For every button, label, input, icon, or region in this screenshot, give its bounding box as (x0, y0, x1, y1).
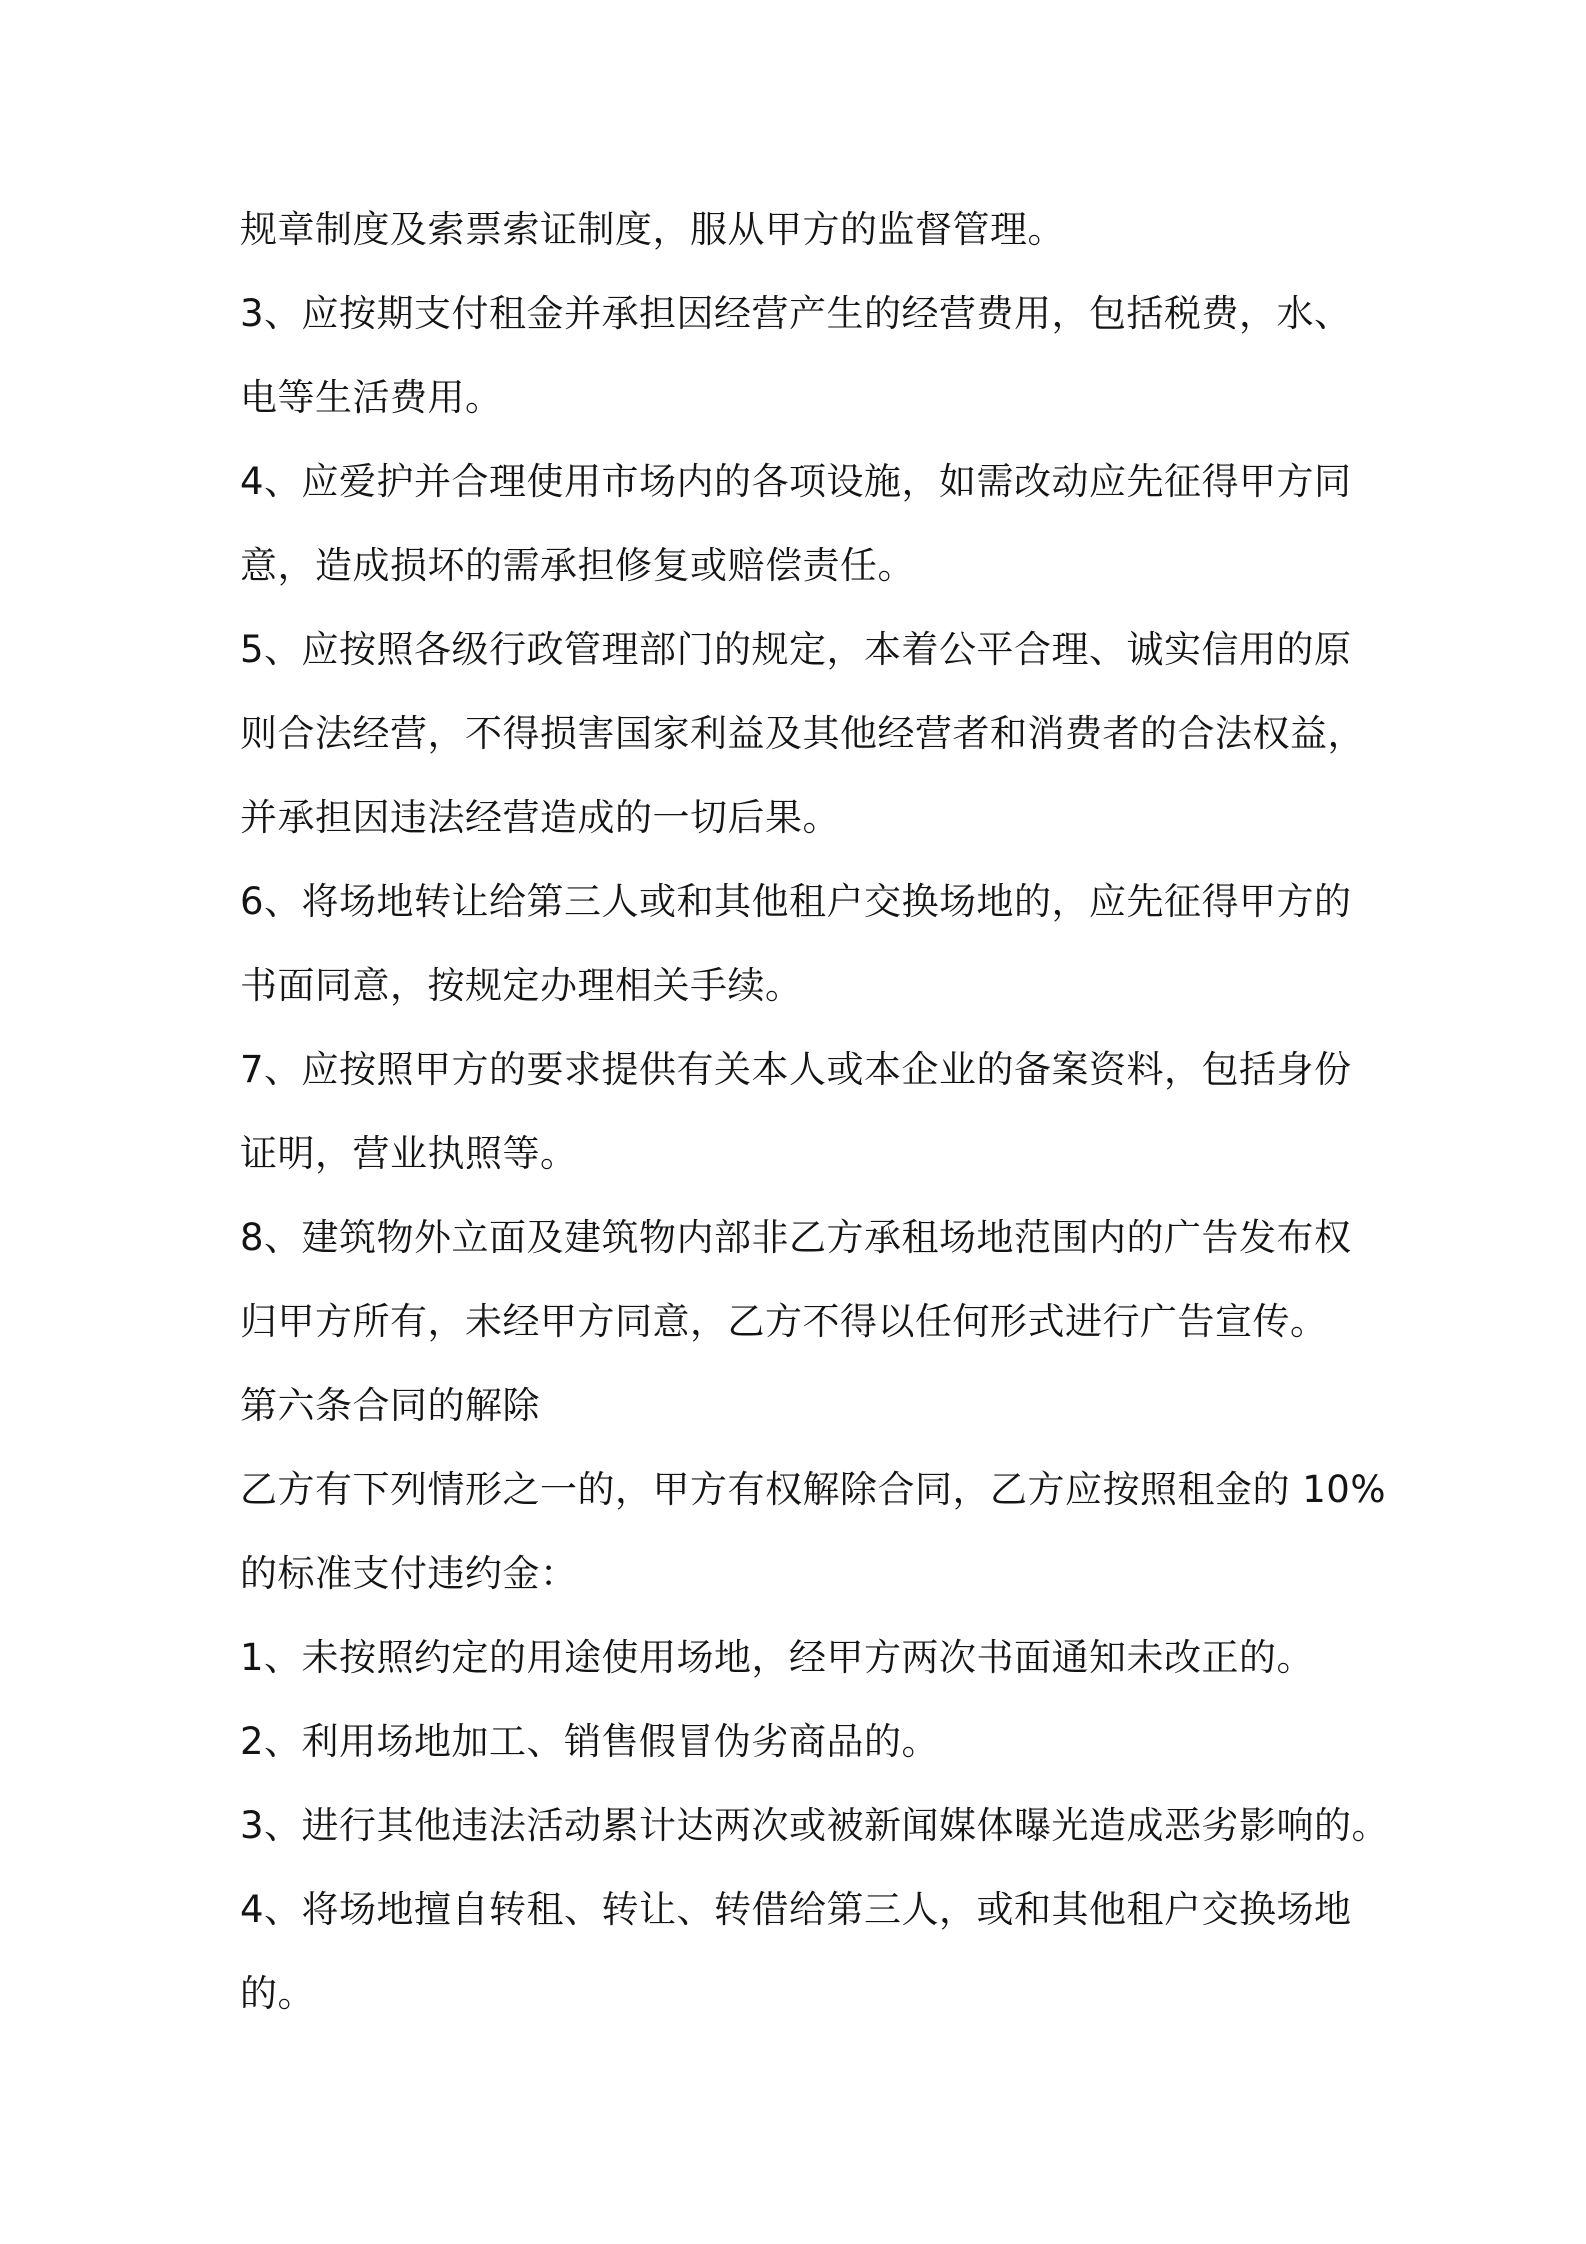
text-line: 并承担因违法经营造成的一切后果。 (240, 796, 840, 839)
text-line: 5、应按照各级行政管理部门的规定，本着公平合理、诚实信用的原 (240, 628, 1352, 671)
text-line: 乙方有下列情形之一的，甲方有权解除合同，乙方应按照租金的 10% (240, 1468, 1386, 1511)
text-line: 4、将场地擅自转租、转让、转借给第三人，或和其他租户交换场地 (240, 1888, 1352, 1931)
text-line: 8、建筑物外立面及建筑物内部非乙方承租场地范围内的广告发布权 (240, 1216, 1352, 1259)
section-heading: 第六条合同的解除 (240, 1384, 540, 1427)
text-line: 6、将场地转让给第三人或和其他租户交换场地的，应先征得甲方的 (240, 880, 1352, 923)
text-line: 意，造成损坏的需承担修复或赔偿责任。 (240, 544, 915, 587)
text-line: 证明，营业执照等。 (240, 1132, 578, 1175)
text-line: 归甲方所有，未经甲方同意，乙方不得以任何形式进行广告宣传。 (240, 1300, 1328, 1343)
text-line: 规章制度及索票索证制度，服从甲方的监督管理。 (240, 208, 1065, 251)
text-line: 7、应按照甲方的要求提供有关本人或本企业的备案资料，包括身份 (240, 1048, 1352, 1091)
text-line: 2、利用场地加工、销售假冒伪劣商品的。 (240, 1720, 940, 1763)
text-line: 的。 (240, 1972, 315, 2015)
text-line: 3、进行其他违法活动累计达两次或被新闻媒体曝光造成恶劣影响的。 (240, 1804, 1390, 1847)
text-line: 1、未按照约定的用途使用场地，经甲方两次书面通知未改正的。 (240, 1636, 1315, 1679)
text-line: 4、应爱护并合理使用市场内的各项设施，如需改动应先征得甲方同 (240, 460, 1352, 503)
text-line: 书面同意，按规定办理相关手续。 (240, 964, 803, 1007)
text-line: 3、应按期支付租金并承担因经营产生的经营费用，包括税费，水、 (240, 292, 1352, 335)
text-line: 的标准支付违约金： (240, 1552, 578, 1595)
text-line: 则合法经营，不得损害国家利益及其他经营者和消费者的合法权益， (240, 712, 1365, 755)
text-line: 电等生活费用。 (240, 376, 503, 419)
